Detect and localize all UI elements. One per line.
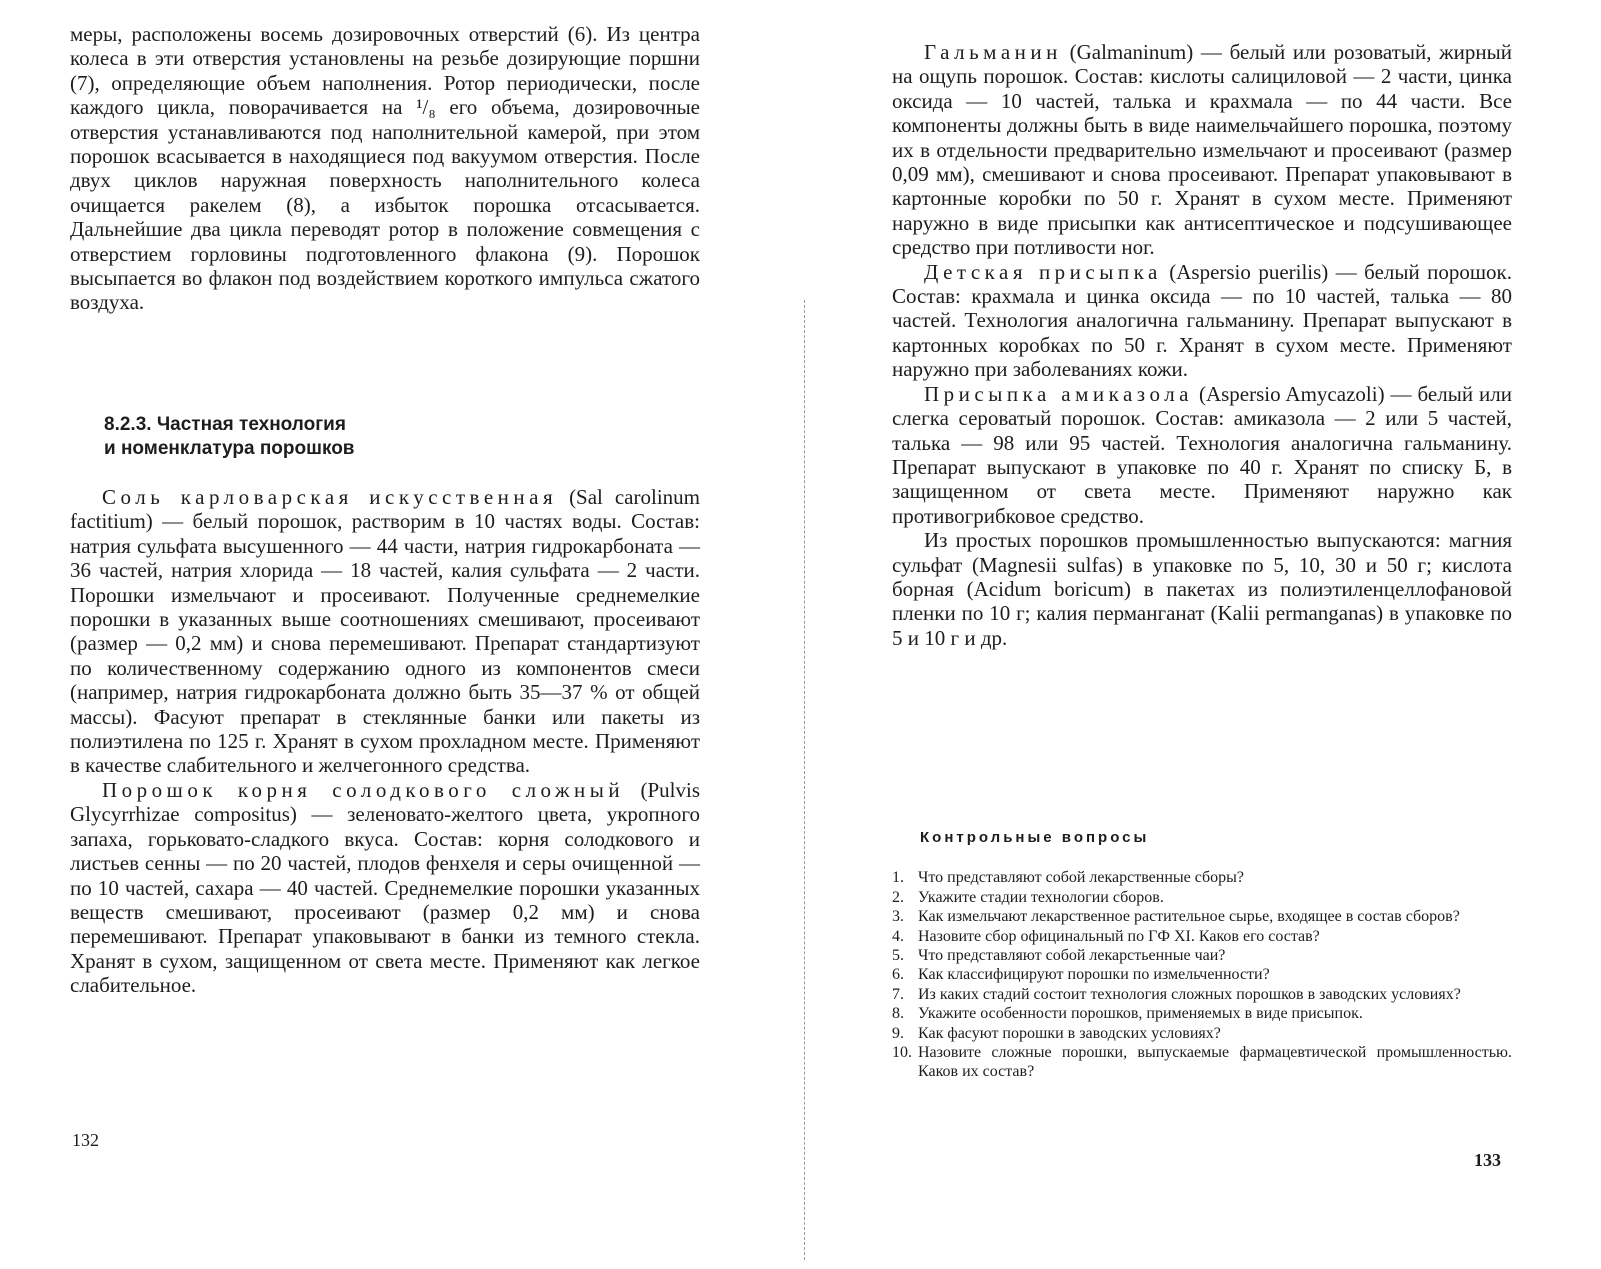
- question-text: Как измельчают лекарственное растительное сырье, входящее в состав сборов?: [918, 908, 1460, 926]
- section-heading: [70, 413, 700, 461]
- questions-section: [892, 826, 1512, 1082]
- continued-paragraph: меры, расположены восемь дозировочных отверстий (6). Из центра колеса в эти отверстия установлены на резьбе дозирующие поршни (7), определяющие объем наполнения. Ротор периодически, после каждого цикла, поворачивается на ¹/₈ его объема, дозировочные отверстия устанавливаются под наполнительной камерой, при этом порошок всасывается в находящиеся под вакуумом отверстия. После двух циклов наружная поверхность наполнительного колеса очищается ракелем (8), а избыток порошка отсасывается. Дальнейшие два цикла переводят ротор в положение совмещения с отверстием горловины подготовленного флакона (9). Порошок высыпается во флакон под воздействием короткого импульса сжатого воздуха.: [70, 22, 700, 315]
- entry-body: (Sal carolinum factitium) — белый порошок, растворим в 10 частях воды. Состав: натрия сульфата высушенного — 44 части, натрия гидрокарбоната — 36 частей, натрия хлорида — 18 частей, калия сульфата — 2 части. Порошки измельчают и просеивают. Полученные среднемелкие порошки в указанных выше соотношениях смешивают, просеивают (размер — 0,2 мм) и снова перемешивают. Препарат стандартизуют по количественному содержанию одного из компонентов смеси (например, натрия гидрокарбоната должно быть 35—37 % от общей массы). Фасуют препарат в стеклянные банки или пакеты из полиэтилена по 125 г. Хранят в сухом прохладном месте. Применяют в качестве слабительного и желчегонного средства.: [70, 485, 700, 778]
- question-item: [892, 927, 1512, 946]
- entry-body: (Pulvis Glycyrrhizae compositus) — зеленовато-желтого цвета, укропного запаха, горьковато-сладкого вкуса. Состав: корня солодкового и листьев сенны — по 20 частей, плодов фенхеля и серы очищенной — по 10 частей, сахара — 40 частей. Среднемелкие порошки указанных веществ смешивают, просеивают (размер 0,2 мм) и снова перемешивают. Препарат упаковывают в банки из темного стекла. Хранят в сухом, защищенном от света месте. Применяют как легкое слабительное.: [70, 777, 700, 998]
- question-text: Как классифицируют порошки по измельченности?: [918, 966, 1270, 984]
- entry-body: (Aspersio Amycazoli) — белый или слегка сероватый порошок. Состав: амиказола — 2 или 5 частей, талька — 98 или 95 частей. Технология аналогична гальманину. Препарат выпускают в упаковке по 40 г. Хранят по списку Б, в защищенном от света месте. Применяют наружно как противогрибковое средство.: [892, 381, 1512, 528]
- questions-list: [892, 868, 1512, 1081]
- question-text: Назовите сбор официнальный по ГФ XI. Каков его состав?: [918, 927, 1320, 945]
- question-number: 1.: [892, 869, 904, 887]
- question-item: [892, 1004, 1512, 1023]
- entry-galmaninum: [892, 40, 1512, 260]
- entry-aspersio-puerilis: [892, 260, 1512, 382]
- entry-aspersio-amycazoli: [892, 382, 1512, 528]
- simple-powders-paragraph: Из простых порошков промышленностью выпускаются: магния сульфат (Magnesii sulfas) в упаковке по 5, 10, 30 и 50 г; кислота борная (Acidum boricum) в пакетах из полиэтиленцеллофановой пленки по 10 г; калия перманганат (Kalii permanganas) в упаковке по 5 и 10 г и др.: [892, 528, 1512, 650]
- entry-term: Порошок корня солодкового сложный: [102, 777, 625, 802]
- right-page: [800, 0, 1601, 1269]
- heading-line-1: 8.2.3. Частная технология: [104, 414, 346, 435]
- question-number: 8.: [892, 1005, 904, 1023]
- question-item: [892, 965, 1512, 984]
- question-number: 4.: [892, 927, 904, 945]
- entry-term: Детская присыпка: [924, 259, 1162, 284]
- question-text: Как фасуют порошки в заводских условиях?: [918, 1024, 1221, 1042]
- entry-term: Присыпка амиказола: [924, 381, 1193, 406]
- question-text: Укажите стадии технологии сборов.: [918, 888, 1164, 906]
- question-number: 5.: [892, 947, 904, 965]
- entry-body: (Aspersio puerilis) — белый порошок. Состав: крахмала и цинка оксида — по 10 частей, талька — 80 частей. Технология аналогична гальманину. Препарат выпускают в картонных коробках по 50 г. Хранят в сухом месте. Применяют наружно при заболеваниях кожи.: [892, 259, 1512, 382]
- question-item: [892, 946, 1512, 965]
- question-item: [892, 888, 1512, 907]
- question-text: Что представляют собой лекарственные сборы?: [918, 869, 1245, 887]
- question-number: 9.: [892, 1024, 904, 1042]
- question-text: Что представляют собой лекарстьенные чаи?: [918, 947, 1226, 965]
- left-entries: [70, 485, 700, 998]
- question-text: Назовите сложные порошки, выпускаемые фармацевтической промышленностью. Каков их состав?: [918, 1044, 1512, 1081]
- question-item: [892, 907, 1512, 926]
- question-number: 6.: [892, 966, 904, 984]
- question-item: [892, 985, 1512, 1004]
- left-text-block: [70, 22, 700, 315]
- question-item: [892, 868, 1512, 887]
- right-entries: [892, 40, 1512, 650]
- page-number-right: 133: [1474, 1150, 1501, 1170]
- question-number: 10.: [892, 1044, 912, 1062]
- question-number: 3.: [892, 908, 904, 926]
- heading-line-2: и номенклатура порошков: [104, 438, 355, 459]
- question-item: [892, 1043, 1512, 1082]
- left-page: [0, 0, 780, 1269]
- question-text: Из каких стадий состоит технология сложных порошков в заводских условиях?: [918, 985, 1461, 1003]
- entry-body: (Galmaninum) — белый или розоватый, жирный на ощупь порошок. Состав: кислоты салициловой — 2 части, цинка оксида — 10 частей, талька и крахмала — по 44 части. Все компоненты должны быть в виде наимельчайшего порошка, поэтому их в отдельности предварительно измельчают и просеивают (размер 0,09 мм), смешивают и снова просеивают. Препарат упаковывают в картонные коробки по 50 г. Хранят в сухом месте. Применяют наружно в виде присыпки как антисептическое и подсушивающее средство при потливости ног.: [892, 40, 1512, 260]
- question-item: [892, 1024, 1512, 1043]
- question-number: 2.: [892, 888, 904, 906]
- entry-sal-carolinum: [70, 485, 700, 778]
- question-text: Укажите особенности порошков, применяемых в виде присыпок.: [918, 1005, 1363, 1023]
- question-number: 7.: [892, 985, 904, 1003]
- entry-pulvis-glycyrrhizae: [70, 778, 700, 998]
- questions-heading: Контрольные вопросы: [920, 829, 1150, 846]
- page-number-left: 132: [72, 1130, 99, 1150]
- entry-term: Соль карловарская искусственная: [102, 485, 558, 509]
- entry-term: Гальманин: [924, 40, 1062, 64]
